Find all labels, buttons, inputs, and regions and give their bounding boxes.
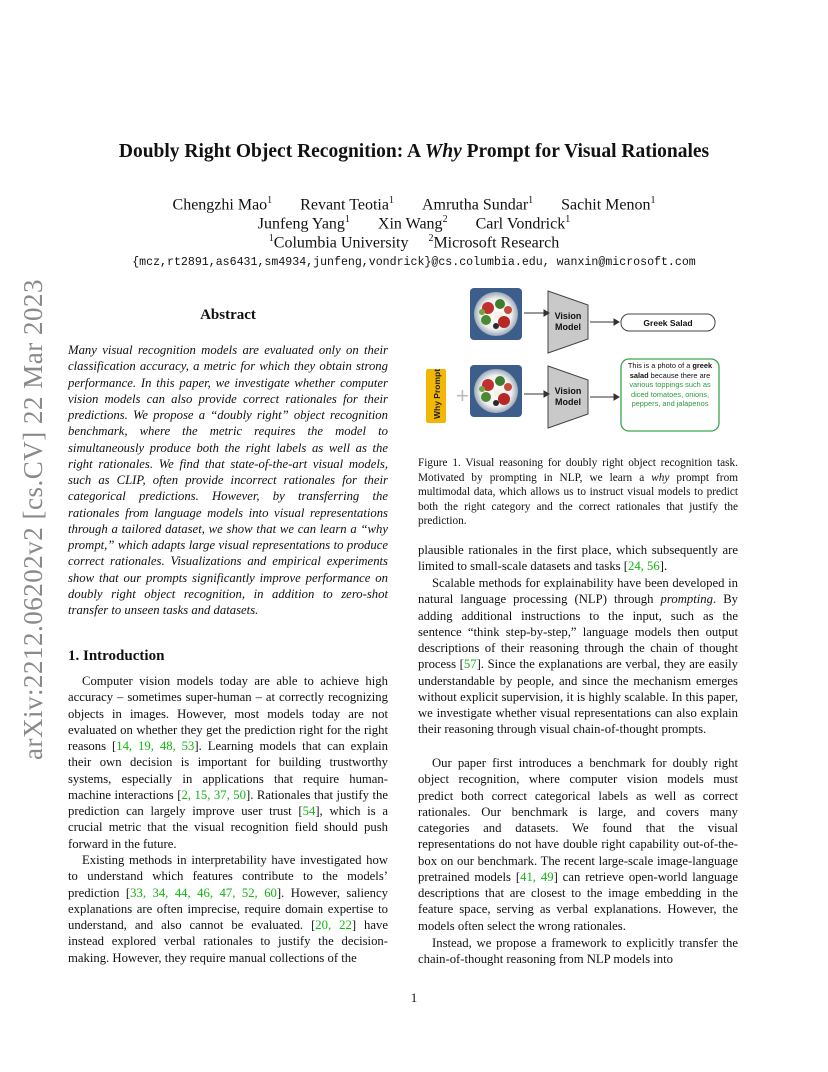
citation-link: 54 [302, 804, 316, 818]
author-affiliation-mark: 1 [344, 214, 350, 225]
vision-model-bottom [548, 366, 588, 428]
introduction-heading: 1. Introduction [68, 648, 165, 664]
citation-link: 20, 22 [315, 918, 352, 932]
vision-model-top-label: Vision Model [554, 311, 582, 332]
citation-link: 57 [463, 657, 477, 672]
output-greek-salad-label: Greek Salad [643, 318, 693, 328]
vision-model-top [548, 291, 588, 353]
author-affiliation-mark: 1 [565, 214, 571, 225]
rationale-segment: This is a photo of a [627, 361, 693, 370]
output-rationale-text [623, 361, 717, 409]
salad-photo-top [470, 288, 522, 340]
author-name: Revant Teotia [300, 196, 389, 214]
italic-text: why [651, 471, 670, 484]
plus-sign: + [456, 383, 469, 408]
affiliation-number: 1 [268, 233, 274, 244]
affiliation-number: 2 [428, 233, 434, 244]
citation-link: 41, 49 [520, 869, 554, 884]
author-affiliation-mark: 1 [528, 195, 534, 206]
title-italic-why: Why [424, 141, 462, 162]
rationale-segment: because there are [648, 370, 711, 380]
right-column-paragraph-3: Instead, we propose a framework to explicitly transfer the chain-of-thought reasoning from NLP models into [418, 936, 738, 967]
title-part-1: Doubly Right Object Recognition: A [118, 141, 425, 162]
output-rationale [621, 359, 719, 431]
title-part-2: Prompt for Visual Rationales [461, 141, 710, 162]
intro-paragraph-1: Computer vision models today are able to achieve high accuracy – sometimes super-human – at correctly recognizing objects in images. However, most models today are not evaluated on whether they get the prediction right for the right reasons [14, 19, 48, 53]. Learning models that can explain their own decision is important for building trustworthy systems, especially in applications that require human-machine interactions [2, 15, 37, 50]. Rationales that justify the prediction can largely improve user trust [54], which is a crucial metric that the visual recognition field should push forward in the future. [68, 674, 388, 851]
author-line-1 [60, 195, 768, 214]
citation-link: 2, 15, 37, 50 [181, 787, 246, 802]
vision-model-bottom-label: Vision Model [554, 386, 582, 407]
arxiv-identifier-stamp: arXiv:2212.06202v2 [cs.CV] 22 Mar 2023 [18, 279, 48, 760]
affiliation-line [60, 233, 768, 252]
author-name: Sachit Menon [561, 196, 651, 214]
figure-1-caption: Figure 1. Visual reasoning for doubly right object recognition task. Motivated by prompting in NLP, we learn a why prompt from multimodal data, which allows us to instruct visual models to predict both the right category and the correct rationales that justify the prediction. [418, 457, 739, 527]
right-column-paragraph-2: Our paper first introduces a benchmark for doubly right object recognition, where computer vision models must predict both correct categorical labels as well as correct rationales. Our benchmark is large, and covers many categories and datasets. We found that the visual representations do not have double right capability out-of-the-box on our benchmark. The recent large-scale image-language pretrained models [41, 49] can retrieve open-world language descriptions that are closest to the image embedding in the feature space, serving as verbal explanations. However, the models often select the wrong rationales. [418, 756, 739, 933]
abstract-heading: Abstract [200, 307, 256, 323]
citation-link: 14, 19, 48, 53 [116, 739, 195, 753]
author-name: Carl Vondrick [475, 215, 566, 233]
author-affiliation-mark: 1 [267, 195, 273, 206]
author-name: Amrutha Sundar [421, 196, 529, 214]
abstract-text: Many visual recognition models are evaluated only on their classification accuracy, a metric for which they obtain strong performance. In this paper, we investigate whether computer vision models can also provide correct rationales for their predictions. We propose a “doubly right” object recognition benchmark, where the metric requires the model to simultaneously produce both the right labels as well as the right rationales. We find that state-of-the-art visual models, such as CLIP, often provide incorrect rationales for their categorical predictions. However, by transferring the rationales from language models into visual representations through a tailored dataset, we show that we can learn a “why prompt,” which adapts large visual representations to produce correct rationales. Visualizations and empirical experiments show that our prompts significantly improve performance on doubly right object recognition, in addition to zero-shot transfer to unseen tasks and datasets. [68, 343, 388, 617]
affiliation-name: Microsoft Research [433, 234, 560, 252]
author-affiliation-mark: 1 [388, 195, 394, 206]
citation-link: 33, 34, 44, 46, 47, 52, 60 [130, 885, 277, 900]
author-name: Junfeng Yang [257, 215, 345, 233]
rationale-segment: greek salad [629, 361, 713, 380]
right-column-paragraph-1: Scalable methods for explainability have been developed in natural language processing (NLP) through prompting. By adding additional instructions to the input, such as the sentence “think step-by-step,” language models then output descriptions of their reasoning through the chain of thought process [57]. Since the explanations are verbal, they are easily understandable by people, and since the mechanism emerges without explicit supervision, it is highly scalable. In this paper, we investigate whether visual representations can also explain their reasoning through visual chain-of-thought prompts. [418, 576, 739, 737]
why-prompt-block [426, 369, 446, 423]
intro-paragraph-2: Existing methods in interpretability have investigated how to understand which features contribute to the models’ prediction [33, 34, 44, 46, 47, 52, 60]. However, saliency explanations are often imprecise, require domain expertise to understand, and also cannot be evaluated. [20, 22] have instead explored verbal rationales to justify the decision-making. However, they require manual collections of the [68, 853, 389, 965]
output-greek-salad [621, 314, 715, 331]
citation-link: 24, 56 [628, 559, 660, 574]
salad-photo-bottom [470, 365, 522, 417]
why-prompt-label: Why Prompt [432, 368, 442, 419]
author-emails: {mcz,rt2891,as6431,sm4934,junfeng,vondrick}@cs.columbia.edu, wanxin@microsoft.com [132, 256, 696, 269]
paper-title [60, 141, 768, 163]
author-name: Chengzhi Mao [172, 196, 268, 214]
right-column-paragraph-0: plausible rationales in the first place, which subsequently are limited to small-scale datasets and tasks [24, 56]. [418, 543, 738, 574]
figure-1-diagram [418, 283, 740, 443]
page-number: 1 [410, 990, 418, 1005]
italic-text: prompting [660, 592, 713, 607]
author-affiliation-mark: 2 [442, 214, 448, 225]
author-name: Xin Wang [377, 215, 443, 233]
rationale-segment: various toppings such as diced tomatoes, onions, peppers, and jalapenos [629, 380, 711, 409]
author-line-2 [60, 214, 768, 233]
affiliation-name: Columbia University [273, 234, 409, 252]
author-affiliation-mark: 1 [650, 195, 656, 206]
